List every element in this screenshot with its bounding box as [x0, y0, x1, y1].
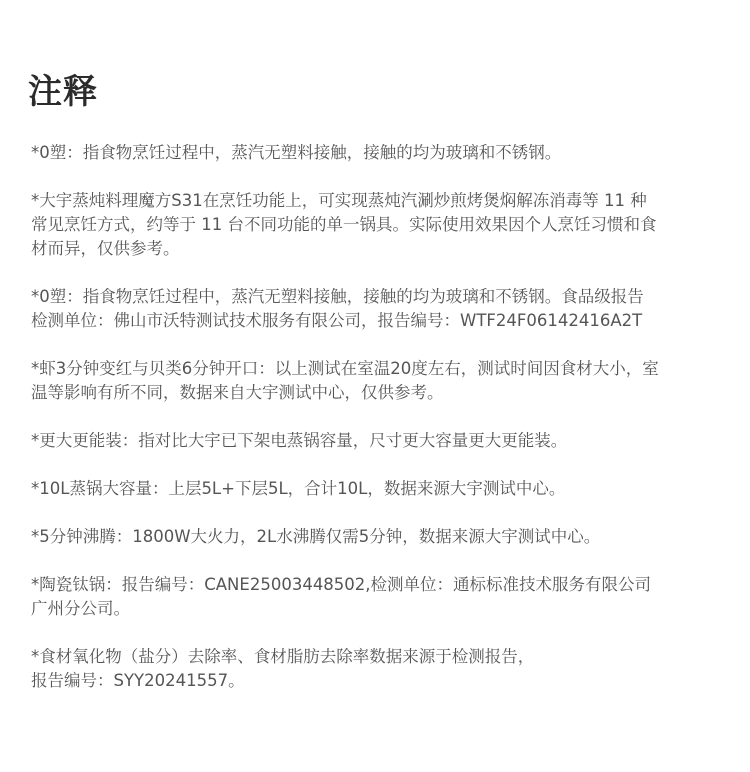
note-item: *虾3分钟变红与贝类6分钟开口：以上测试在室温20度左右，测试时间因食材大小，室 温等影响有所不同，数据来自大宇测试中心，仅供参考。 — [31, 359, 659, 402]
note-item: *陶瓷钛锅：报告编号：CANE25003448502,检测单位：通标标准技术服务有限公司 广州分公司。 — [31, 575, 652, 618]
page-title: 注释 — [28, 72, 98, 112]
note-item: *0塑：指食物烹饪过程中，蒸汽无塑料接触，接触的均为玻璃和不锈钢。食品级报告 检测单位：佛山市沃特测试技术服务有限公司，报告编号：WTF24F06142416A2T — [31, 287, 644, 330]
note-item: *5分钟沸腾：1800W大火力，2L水沸腾仅需5分钟，数据来源大宇测试中心。 — [31, 527, 601, 546]
notes-list — [31, 141, 731, 717]
note-item: *更大更能装：指对比大宇已下架电蒸锅容量，尺寸更大容量更大更能装。 — [31, 431, 568, 450]
note-item: *10L蒸锅大容量：上层5L+下层5L，合计10L，数据来源大宇测试中心。 — [31, 479, 566, 498]
note-item: *大宇蒸炖料理魔方S31在烹饪功能上，可实现蒸炖汽涮炒煎烤煲焖解冻消毒等 11 种 常见烹饪方式，约等于 11 台不同功能的单一锅具。实际使用效果因个人烹饪习惯和食 材而异，仅供参考。 — [31, 191, 657, 258]
note-item: *食材氧化物（盐分）去除率、食材脂肪去除率数据来源于检测报告， 报告编号：SYY20241557。 — [31, 647, 535, 690]
note-item: *0塑：指食物烹饪过程中，蒸汽无塑料接触，接触的均为玻璃和不锈钢。 — [31, 143, 562, 162]
